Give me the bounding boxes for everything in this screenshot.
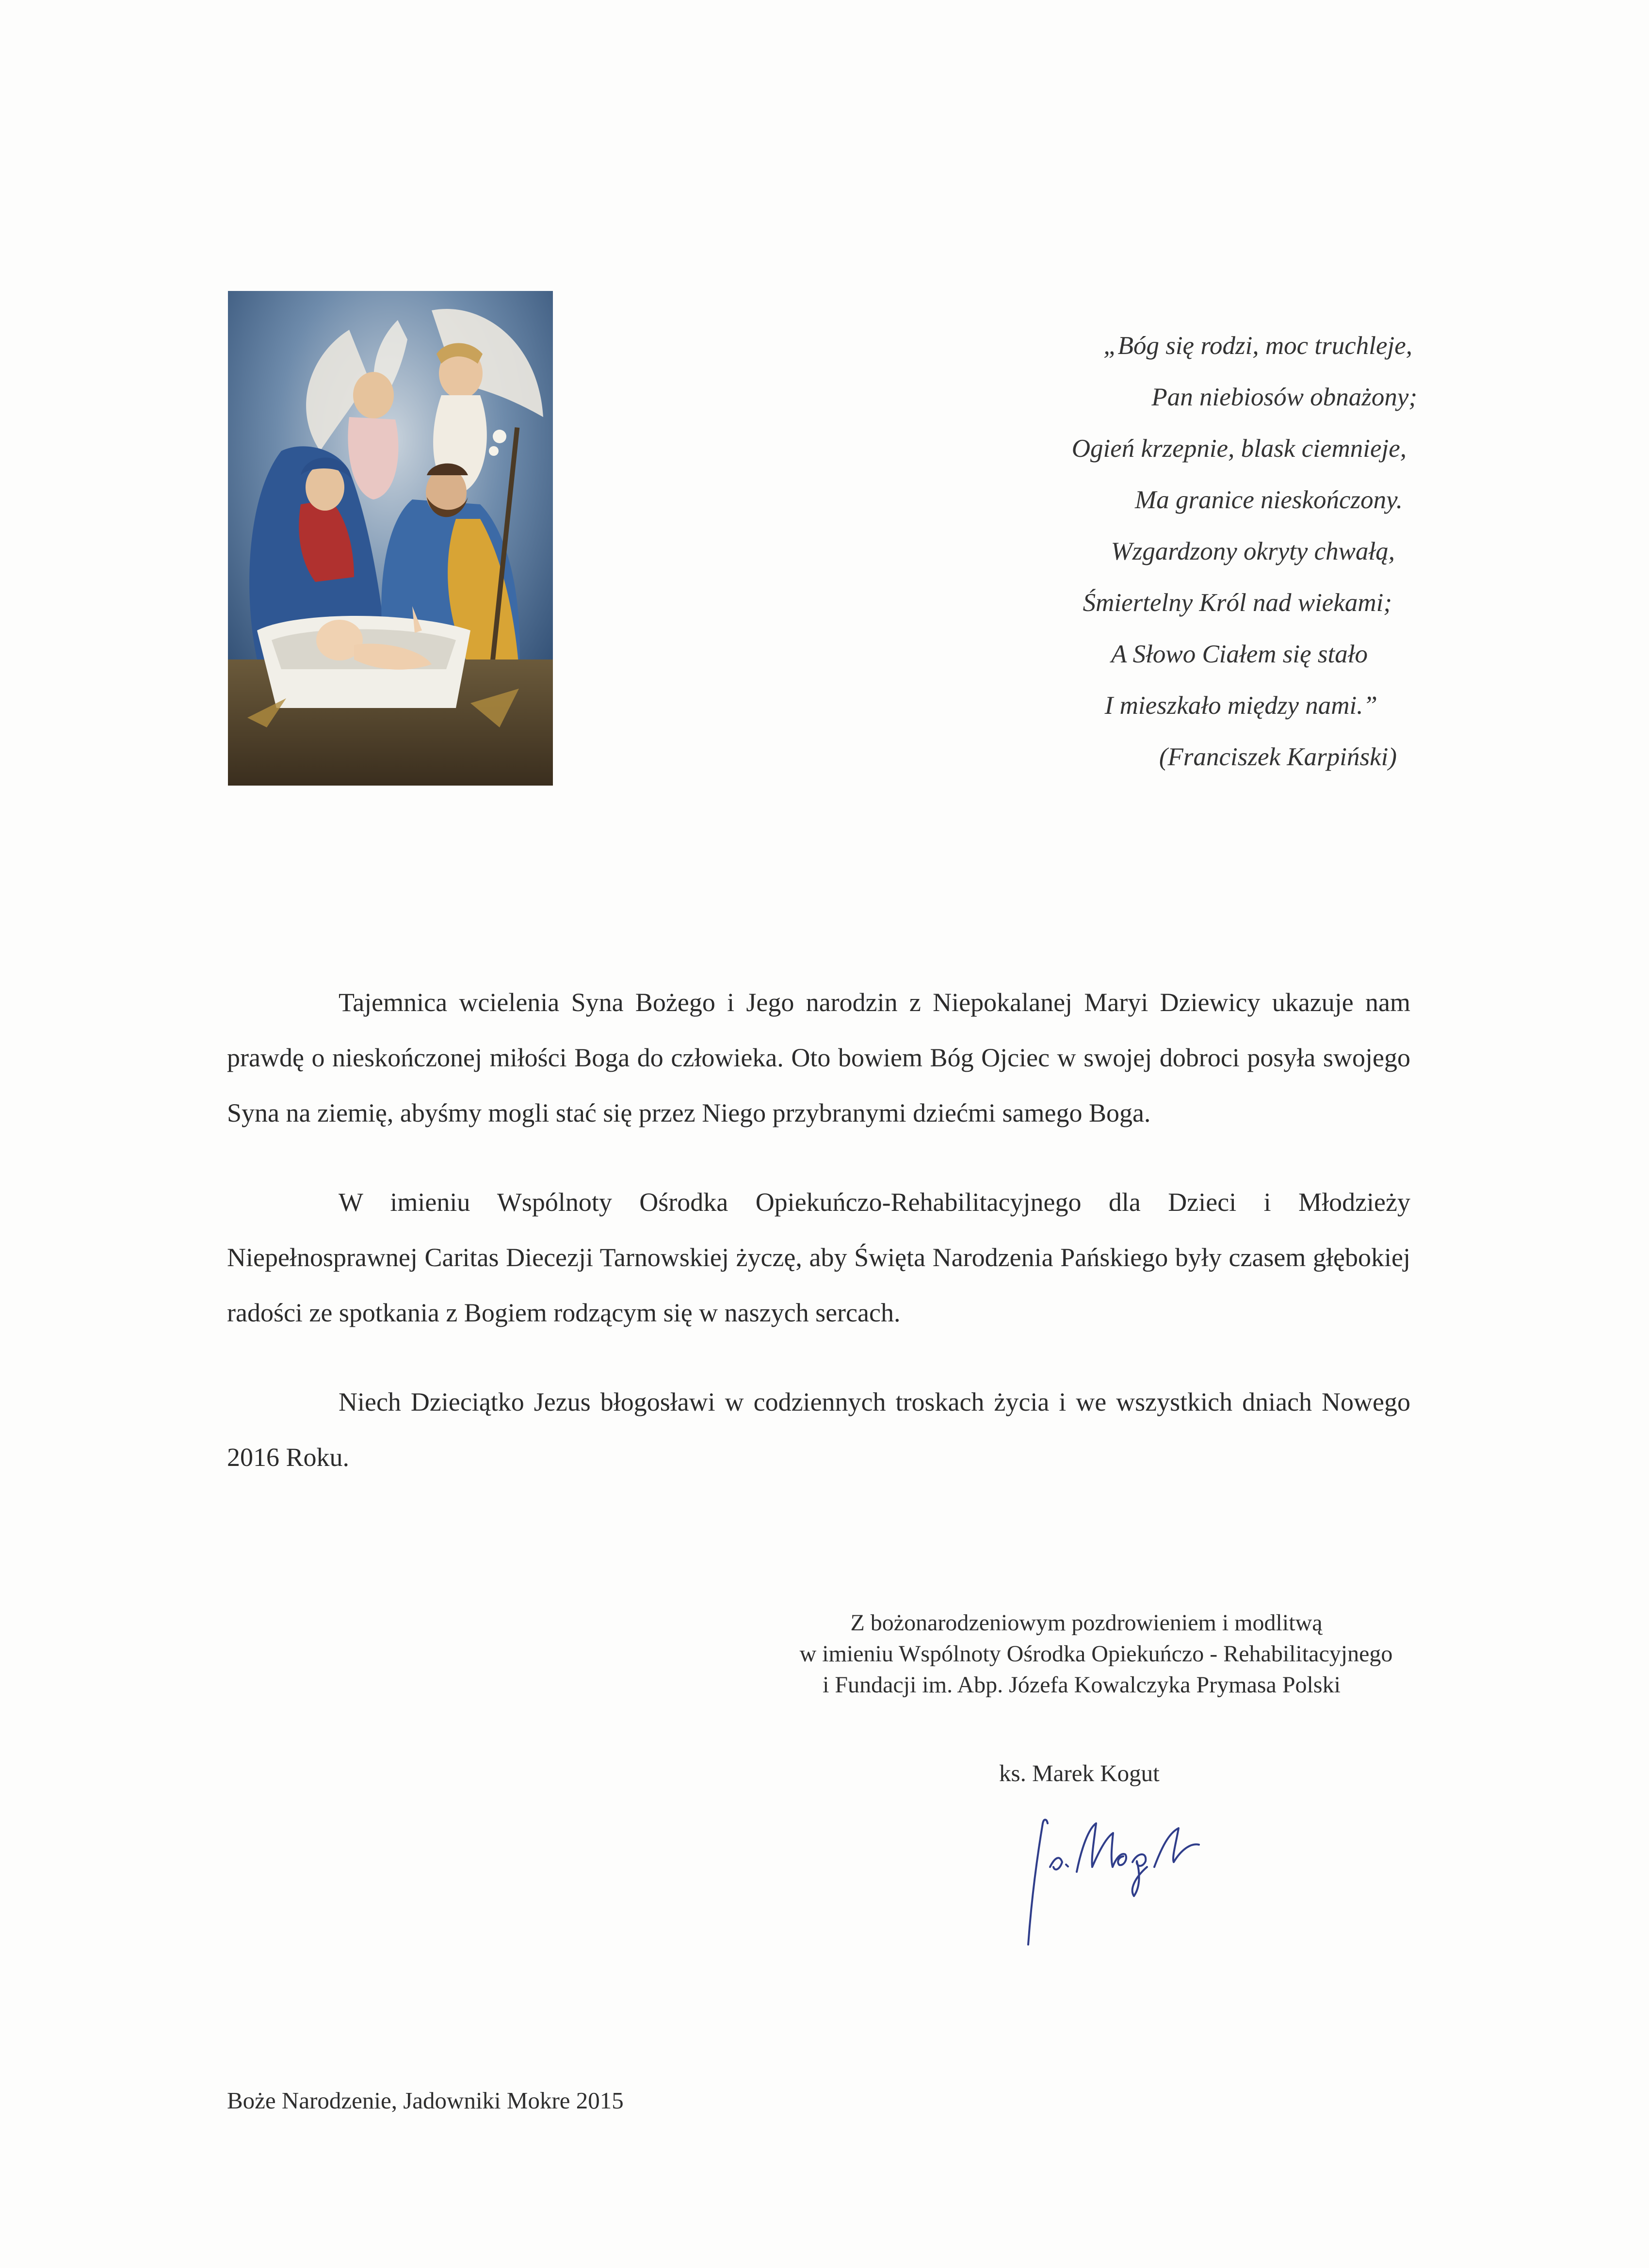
poem-line: Śmiertelny Król nad wiekami; <box>1083 589 1392 617</box>
nativity-illustration <box>228 291 553 786</box>
signer-name: ks. Marek Kogut <box>999 1760 1160 1786</box>
paragraph: Niech Dzieciątko Jezus błogosławi w codziennych troskach życia i we wszystkich dniach Nowego 2016 Roku. <box>227 1387 1410 1472</box>
closing-greeting <box>718 1608 1474 1701</box>
letter-body <box>227 975 1410 1519</box>
paragraph: W imieniu Wspólnoty Ośrodka Opiekuńczo-Rehabilitacyjnego dla Dzieci i Młodzieży Niepełnosprawnej Caritas Diecezji Tarnowskiej życzę, aby Święta Narodzenia Pańskiego były czasem głębokiej radości ze spotkania z Bogiem rodzącym się w naszych sercach. <box>227 1188 1410 1327</box>
poem-line: Wzgardzony okryty chwałą, <box>1111 537 1395 565</box>
closing-line: w imieniu Wspólnoty Ośrodka Opiekuńczo - Rehabilitacyjnego <box>799 1641 1393 1667</box>
poem-line: Ma granice nieskończony. <box>1135 486 1403 514</box>
nativity-picture <box>228 291 553 786</box>
closing-line: Z bożonarodzeniowym pozdrowieniem i modlitwą <box>850 1610 1323 1636</box>
poem-line: I mieszkało między nami.” <box>1104 692 1377 720</box>
closing-line: i Fundacji im. Abp. Józefa Kowalczyka Prymasa Polski <box>823 1672 1341 1698</box>
place-and-date: Boże Narodzenie, Jadowniki Mokre 2015 <box>227 2087 624 2114</box>
poem-author: (Franciszek Karpiński) <box>1159 743 1397 771</box>
poem <box>883 320 1417 783</box>
poem-line: A Słowo Ciałem się stało <box>1111 640 1368 668</box>
signature-icon <box>1009 1804 1217 1949</box>
paragraph: Tajemnica wcielenia Syna Bożego i Jego narodzin z Niepokalanej Maryi Dziewicy ukazuje nam prawdę o nieskończonej miłości Boga do człowieka. Oto bowiem Bóg Ojciec w swojej dobroci posyła swojego Syna na ziemię, abyśmy mogli stać się przez Niego przybranymi dziećmi samego Boga. <box>227 988 1410 1127</box>
poem-line: Ogień krzepnie, blask ciemnieje, <box>1071 434 1406 463</box>
poem-line: „Bóg się rodzi, moc truchleje, <box>1103 332 1412 360</box>
poem-line: Pan niebiosów obnażony; <box>1151 383 1417 411</box>
handwritten-signature <box>1009 1804 1217 1949</box>
